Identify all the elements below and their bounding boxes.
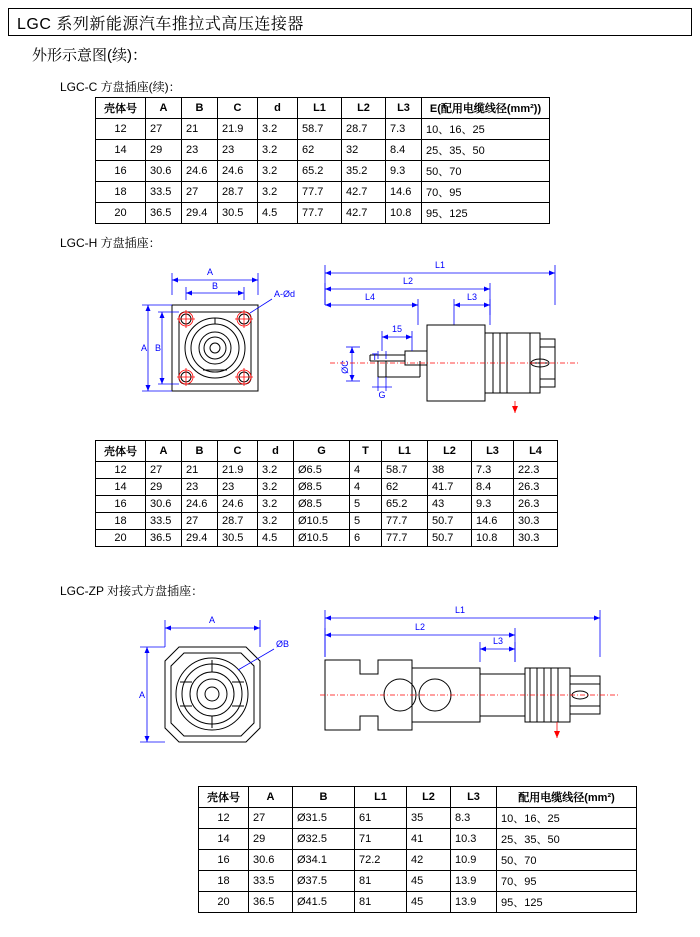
- cell-l3: 13.9: [451, 871, 497, 892]
- cell-cable: 70、95: [497, 871, 637, 892]
- dim-a-left-zp: A: [138, 690, 146, 700]
- table-row: [96, 140, 550, 161]
- cell-g: Ø10.5: [294, 530, 350, 547]
- cell-b: Ø34.1: [293, 850, 355, 871]
- cell-shell: 16: [96, 161, 146, 182]
- cell-d: 3.2: [258, 182, 298, 203]
- th-a: A: [146, 98, 182, 119]
- th-c: C: [218, 441, 258, 462]
- cell-l1: 77.7: [298, 182, 342, 203]
- section-title: 外形示意图(续)：: [32, 47, 147, 64]
- cell-e: 50、70: [422, 161, 550, 182]
- cell-g: Ø8.5: [294, 496, 350, 513]
- cell-l1: 77.7: [382, 530, 428, 547]
- cell-l1: 77.7: [298, 203, 342, 224]
- cell-l2: 35: [407, 808, 451, 829]
- th-l4: L4: [514, 441, 558, 462]
- cell-l3: 14.6: [386, 182, 422, 203]
- table-row: [199, 808, 637, 829]
- cell-a: 36.5: [146, 203, 182, 224]
- dim-l3-zp: L3: [492, 636, 504, 646]
- th-a: A: [146, 441, 182, 462]
- table-row: [199, 829, 637, 850]
- cell-l2: 50.7: [428, 530, 472, 547]
- th-l1: L1: [382, 441, 428, 462]
- cell-l2: 45: [407, 892, 451, 913]
- cell-t: 5: [350, 513, 382, 530]
- cell-l1: 62: [382, 479, 428, 496]
- cell-shell: 14: [96, 140, 146, 161]
- cell-d: 3.2: [258, 140, 298, 161]
- cell-l1: 61: [355, 808, 407, 829]
- cell-shell: 14: [199, 829, 249, 850]
- cell-a: 33.5: [249, 871, 293, 892]
- drawing-lgc-h-svg: [60, 255, 660, 435]
- cell-t: 6: [350, 530, 382, 547]
- cell-shell: 20: [96, 203, 146, 224]
- cell-shell: 18: [199, 871, 249, 892]
- cell-l4: 26.3: [514, 496, 558, 513]
- table-row: [96, 496, 558, 513]
- cell-d: 3.2: [258, 513, 294, 530]
- cell-shell: 12: [199, 808, 249, 829]
- cell-a: 27: [146, 462, 182, 479]
- cell-a: 33.5: [146, 513, 182, 530]
- cell-l1: 58.7: [298, 119, 342, 140]
- th-l2: L2: [407, 787, 451, 808]
- cell-l2: 42.7: [342, 182, 386, 203]
- cell-shell: 16: [96, 496, 146, 513]
- table-lgc-zp: [198, 786, 637, 913]
- cell-a: 30.6: [146, 161, 182, 182]
- cell-d: 3.2: [258, 496, 294, 513]
- cell-shell: 20: [96, 530, 146, 547]
- cell-b: 27: [182, 513, 218, 530]
- cell-c: 23: [218, 479, 258, 496]
- cell-d: 4.5: [258, 530, 294, 547]
- table-row: [96, 161, 550, 182]
- th-e: E(配用电缆线径(mm²)): [422, 98, 550, 119]
- table-row: [96, 182, 550, 203]
- cell-a: 29: [249, 829, 293, 850]
- cell-e: 95、125: [422, 203, 550, 224]
- cell-shell: 12: [96, 119, 146, 140]
- th-l1: L1: [355, 787, 407, 808]
- th-d: d: [258, 441, 294, 462]
- cell-cable: 95、125: [497, 892, 637, 913]
- cell-b: Ø37.5: [293, 871, 355, 892]
- dim-t: T: [372, 352, 378, 362]
- cell-e: 70、95: [422, 182, 550, 203]
- cell-l3: 8.4: [386, 140, 422, 161]
- dim-g: G: [378, 390, 386, 400]
- cell-b: 24.6: [182, 161, 218, 182]
- cell-b: 21: [182, 462, 218, 479]
- cell-c: 24.6: [218, 496, 258, 513]
- th-c: C: [218, 98, 258, 119]
- table-row: [199, 850, 637, 871]
- page-title: LGC 系列新能源汽车推拉式高压连接器: [17, 15, 304, 33]
- dim-a-top: A: [206, 267, 214, 277]
- cell-l1: 71: [355, 829, 407, 850]
- cell-c: 28.7: [218, 182, 258, 203]
- cell-a: 33.5: [146, 182, 182, 203]
- cell-shell: 18: [96, 182, 146, 203]
- cell-l3: 9.3: [386, 161, 422, 182]
- cell-l3: 8.4: [472, 479, 514, 496]
- cell-d: 4.5: [258, 203, 298, 224]
- cell-l3: 8.3: [451, 808, 497, 829]
- dim-15: 15: [391, 324, 403, 334]
- cell-b: Ø31.5: [293, 808, 355, 829]
- table-lgc-h: [95, 440, 558, 547]
- cell-a: 36.5: [146, 530, 182, 547]
- th-l2: L2: [342, 98, 386, 119]
- cell-l3: 13.9: [451, 892, 497, 913]
- cell-l1: 62: [298, 140, 342, 161]
- table-row: [199, 871, 637, 892]
- cell-l1: 65.2: [382, 496, 428, 513]
- cell-t: 4: [350, 462, 382, 479]
- th-b: B: [182, 441, 218, 462]
- cell-shell: 16: [199, 850, 249, 871]
- cell-c: 28.7: [218, 513, 258, 530]
- cell-l2: 41: [407, 829, 451, 850]
- cell-shell: 20: [199, 892, 249, 913]
- cell-l2: 42.7: [342, 203, 386, 224]
- cell-l2: 35.2: [342, 161, 386, 182]
- cell-a: 36.5: [249, 892, 293, 913]
- cell-b: Ø32.5: [293, 829, 355, 850]
- dim-l1-zp: L1: [454, 605, 466, 615]
- cell-b: 29.4: [182, 530, 218, 547]
- th-shell: 壳体号: [96, 441, 146, 462]
- table-row: [96, 203, 550, 224]
- cell-a: 29: [146, 479, 182, 496]
- cell-b: 23: [182, 140, 218, 161]
- cell-l1: 81: [355, 892, 407, 913]
- cell-l4: 30.3: [514, 513, 558, 530]
- cell-l3: 14.6: [472, 513, 514, 530]
- cell-b: 24.6: [182, 496, 218, 513]
- cell-t: 4: [350, 479, 382, 496]
- cell-l1: 58.7: [382, 462, 428, 479]
- block-label-lgc-h: LGC-H 方盘插座：: [60, 236, 161, 250]
- cell-e: 10、16、25: [422, 119, 550, 140]
- dim-l1: L1: [434, 260, 446, 270]
- dim-a-left: A: [140, 343, 148, 353]
- cell-shell: 18: [96, 513, 146, 530]
- th-t: T: [350, 441, 382, 462]
- cell-l2: 28.7: [342, 119, 386, 140]
- cell-l4: 22.3: [514, 462, 558, 479]
- cell-a: 29: [146, 140, 182, 161]
- cell-g: Ø10.5: [294, 513, 350, 530]
- th-b: B: [182, 98, 218, 119]
- cell-d: 3.2: [258, 119, 298, 140]
- th-l3: L3: [386, 98, 422, 119]
- cell-cable: 10、16、25: [497, 808, 637, 829]
- cell-l2: 41.7: [428, 479, 472, 496]
- dim-phi-c: ØC: [340, 360, 350, 374]
- th-b: B: [293, 787, 355, 808]
- cell-c: 21.9: [218, 119, 258, 140]
- cell-cable: 50、70: [497, 850, 637, 871]
- cell-l2: 50.7: [428, 513, 472, 530]
- cell-c: 21.9: [218, 462, 258, 479]
- cell-g: Ø6.5: [294, 462, 350, 479]
- cell-d: 3.2: [258, 161, 298, 182]
- dim-a-phi-d: A-Ød: [274, 289, 296, 299]
- table-row: [96, 479, 558, 496]
- cell-b: 27: [182, 182, 218, 203]
- dim-l3: L3: [466, 292, 478, 302]
- cell-l2: 43: [428, 496, 472, 513]
- cell-a: 30.6: [146, 496, 182, 513]
- th-l1: L1: [298, 98, 342, 119]
- cell-l3: 7.3: [386, 119, 422, 140]
- table-row: [96, 462, 558, 479]
- th-cable: 配用电缆线径(mm²): [497, 787, 637, 808]
- table-row: [96, 119, 550, 140]
- cell-c: 24.6: [218, 161, 258, 182]
- table-header-row: [199, 787, 637, 808]
- cell-l3: 10.8: [472, 530, 514, 547]
- th-g: G: [294, 441, 350, 462]
- cell-a: 27: [146, 119, 182, 140]
- dim-phi-b: ØB: [276, 639, 290, 649]
- table-header-row: [96, 441, 558, 462]
- table-row: [199, 892, 637, 913]
- cell-l1: 81: [355, 871, 407, 892]
- cell-l2: 32: [342, 140, 386, 161]
- cell-c: 23: [218, 140, 258, 161]
- th-shell: 壳体号: [199, 787, 249, 808]
- cell-c: 30.5: [218, 203, 258, 224]
- cell-l3: 10.9: [451, 850, 497, 871]
- th-l3: L3: [451, 787, 497, 808]
- page-title-bar: [8, 8, 692, 36]
- cell-l3: 9.3: [472, 496, 514, 513]
- cell-l1: 65.2: [298, 161, 342, 182]
- dim-b-top: B: [211, 281, 219, 291]
- cell-l2: 45: [407, 871, 451, 892]
- cell-d: 3.2: [258, 479, 294, 496]
- table-row: [96, 530, 558, 547]
- cell-b: 23: [182, 479, 218, 496]
- drawing-lgc-zp-svg: [60, 602, 660, 772]
- cell-d: 3.2: [258, 462, 294, 479]
- block-label-lgc-c: LGC-C 方盘插座(续)：: [60, 80, 181, 94]
- cell-l3: 7.3: [472, 462, 514, 479]
- th-shell: 壳体号: [96, 98, 146, 119]
- dim-l2-zp: L2: [414, 622, 426, 632]
- cell-l2: 42: [407, 850, 451, 871]
- th-l3: L3: [472, 441, 514, 462]
- dim-b-left: B: [154, 343, 162, 353]
- cell-c: 30.5: [218, 530, 258, 547]
- table-lgc-c: [95, 97, 550, 224]
- table-row: [96, 513, 558, 530]
- cell-b: Ø41.5: [293, 892, 355, 913]
- cell-l1: 72.2: [355, 850, 407, 871]
- table-header-row: [96, 98, 550, 119]
- cell-e: 25、35、50: [422, 140, 550, 161]
- dim-l4: L4: [364, 292, 376, 302]
- th-a: A: [249, 787, 293, 808]
- cell-l3: 10.3: [451, 829, 497, 850]
- cell-a: 30.6: [249, 850, 293, 871]
- dim-a-top-zp: A: [208, 615, 216, 625]
- block-label-lgc-zp: LGC-ZP 对接式方盘插座：: [60, 584, 204, 598]
- cell-shell: 14: [96, 479, 146, 496]
- cell-cable: 25、35、50: [497, 829, 637, 850]
- cell-l2: 38: [428, 462, 472, 479]
- th-l2: L2: [428, 441, 472, 462]
- cell-l4: 30.3: [514, 530, 558, 547]
- cell-b: 29.4: [182, 203, 218, 224]
- drawing-lgc-zp: [60, 602, 660, 772]
- cell-t: 5: [350, 496, 382, 513]
- cell-a: 27: [249, 808, 293, 829]
- th-d: d: [258, 98, 298, 119]
- cell-g: Ø8.5: [294, 479, 350, 496]
- cell-b: 21: [182, 119, 218, 140]
- cell-l4: 26.3: [514, 479, 558, 496]
- cell-l3: 10.8: [386, 203, 422, 224]
- dim-l2: L2: [402, 276, 414, 286]
- drawing-lgc-h: [60, 255, 660, 435]
- cell-shell: 12: [96, 462, 146, 479]
- cell-l1: 77.7: [382, 513, 428, 530]
